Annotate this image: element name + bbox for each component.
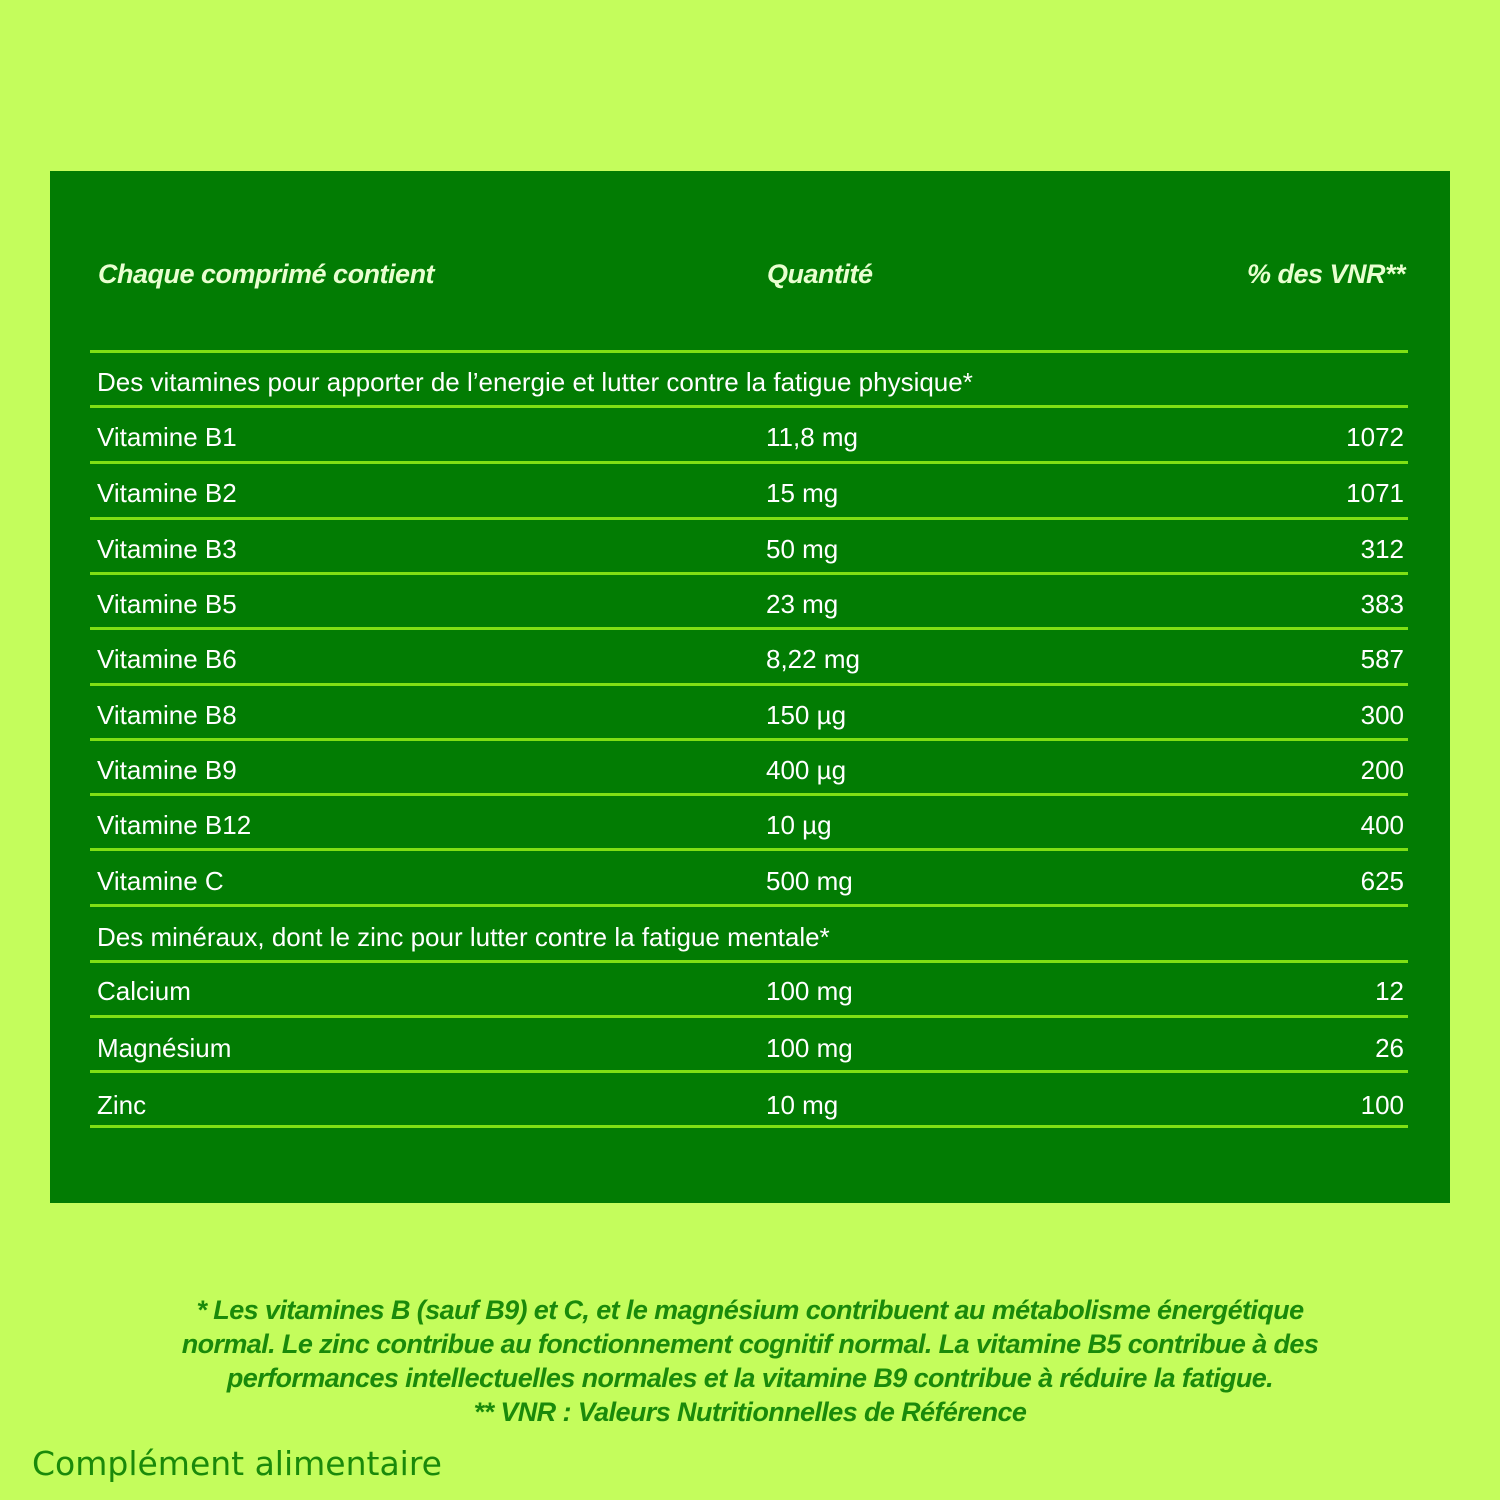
divider <box>90 1070 1408 1073</box>
footnotes <box>50 1293 1450 1429</box>
footnote-line: ** VNR : Valeurs Nutritionnelles de Référence <box>473 1397 1027 1427</box>
header-quantity: Quantité <box>767 259 873 289</box>
table-row <box>90 1085 1408 1125</box>
divider <box>90 350 1408 353</box>
nutrient-quantity: 11,8 mg <box>766 422 859 452</box>
divider <box>90 960 1408 963</box>
nutrient-quantity: 150 µg <box>766 700 847 730</box>
table-row <box>90 695 1408 735</box>
nutrient-quantity: 15 mg <box>766 478 839 508</box>
table-row <box>90 529 1408 569</box>
nutrient-vnr: 625 <box>1360 866 1404 896</box>
divider <box>90 848 1408 851</box>
nutrient-quantity: 23 mg <box>766 589 839 619</box>
footnote-line: normal. Le zinc contribue au fonctionnement cognitif normal. La vitamine B5 contribue à des <box>181 1329 1319 1359</box>
divider <box>90 738 1408 741</box>
divider <box>90 572 1408 575</box>
nutrient-name: Vitamine B1 <box>97 422 237 452</box>
section-title-text: Des minéraux, dont le zinc pour lutter contre la fatigue mentale* <box>97 922 830 952</box>
nutrient-quantity: 50 mg <box>766 534 839 564</box>
table-row <box>90 861 1408 901</box>
product-type-label: Complément alimentaire <box>32 1444 442 1483</box>
table-row <box>90 1028 1408 1068</box>
section-title-vitamins <box>90 362 1408 402</box>
nutrient-quantity: 100 mg <box>766 976 853 1006</box>
nutrient-quantity: 500 mg <box>766 866 853 896</box>
divider <box>90 683 1408 686</box>
nutrient-vnr: 383 <box>1360 589 1404 619</box>
nutrient-name: Vitamine B6 <box>97 644 237 674</box>
divider <box>90 517 1408 520</box>
nutrient-vnr: 26 <box>1375 1033 1404 1063</box>
nutrient-vnr: 100 <box>1360 1090 1404 1120</box>
nutrient-vnr: 300 <box>1360 700 1404 730</box>
header-name: Chaque comprimé contient <box>98 259 435 289</box>
table-row <box>90 584 1408 624</box>
nutrient-name: Zinc <box>97 1090 147 1120</box>
divider <box>90 627 1408 630</box>
header-vnr: % des VNR** <box>1246 259 1405 289</box>
nutrient-quantity: 100 mg <box>766 1033 853 1063</box>
nutrient-name: Vitamine B5 <box>97 589 237 619</box>
divider <box>90 461 1408 464</box>
nutrient-name: Magnésium <box>97 1033 232 1063</box>
divider <box>90 1125 1408 1128</box>
nutrient-vnr: 312 <box>1360 534 1404 564</box>
table-row <box>90 971 1408 1011</box>
table-row <box>90 417 1408 457</box>
divider <box>90 793 1408 796</box>
nutrient-name: Calcium <box>97 976 191 1006</box>
footnote-line: performances intellectuelles normales et la vitamine B9 contribue à réduire la fatigue. <box>226 1363 1274 1393</box>
divider <box>90 1015 1408 1018</box>
nutrient-vnr: 1071 <box>1346 478 1404 508</box>
nutrient-name: Vitamine B12 <box>97 810 252 840</box>
nutrient-vnr: 587 <box>1360 644 1404 674</box>
nutrient-quantity: 10 µg <box>766 810 832 840</box>
nutrient-name: Vitamine B9 <box>97 755 237 785</box>
nutrient-name: Vitamine B8 <box>97 700 237 730</box>
table-row <box>90 473 1408 513</box>
nutrient-quantity: 8,22 mg <box>766 644 860 674</box>
nutrient-vnr: 400 <box>1360 810 1404 840</box>
section-title-text: Des vitamines pour apporter de l’energie et lutter contre la fatigue physique* <box>97 367 973 397</box>
nutrient-quantity: 400 µg <box>766 755 847 785</box>
footnote-line: * Les vitamines B (sauf B9) et C, et le magnésium contribuent au métabolisme énergétique <box>196 1295 1304 1325</box>
table-row <box>90 805 1408 845</box>
nutrient-vnr: 12 <box>1375 976 1404 1006</box>
nutrient-quantity: 10 mg <box>766 1090 839 1120</box>
nutrient-name: Vitamine C <box>97 866 224 896</box>
divider <box>90 904 1408 907</box>
divider <box>90 405 1408 408</box>
nutrient-name: Vitamine B2 <box>97 478 237 508</box>
nutrient-vnr: 1072 <box>1346 422 1404 452</box>
table-row <box>90 750 1408 790</box>
nutrient-vnr: 200 <box>1360 755 1404 785</box>
nutrient-name: Vitamine B3 <box>97 534 237 564</box>
section-title-minerals <box>90 917 1408 957</box>
table-row <box>90 639 1408 679</box>
